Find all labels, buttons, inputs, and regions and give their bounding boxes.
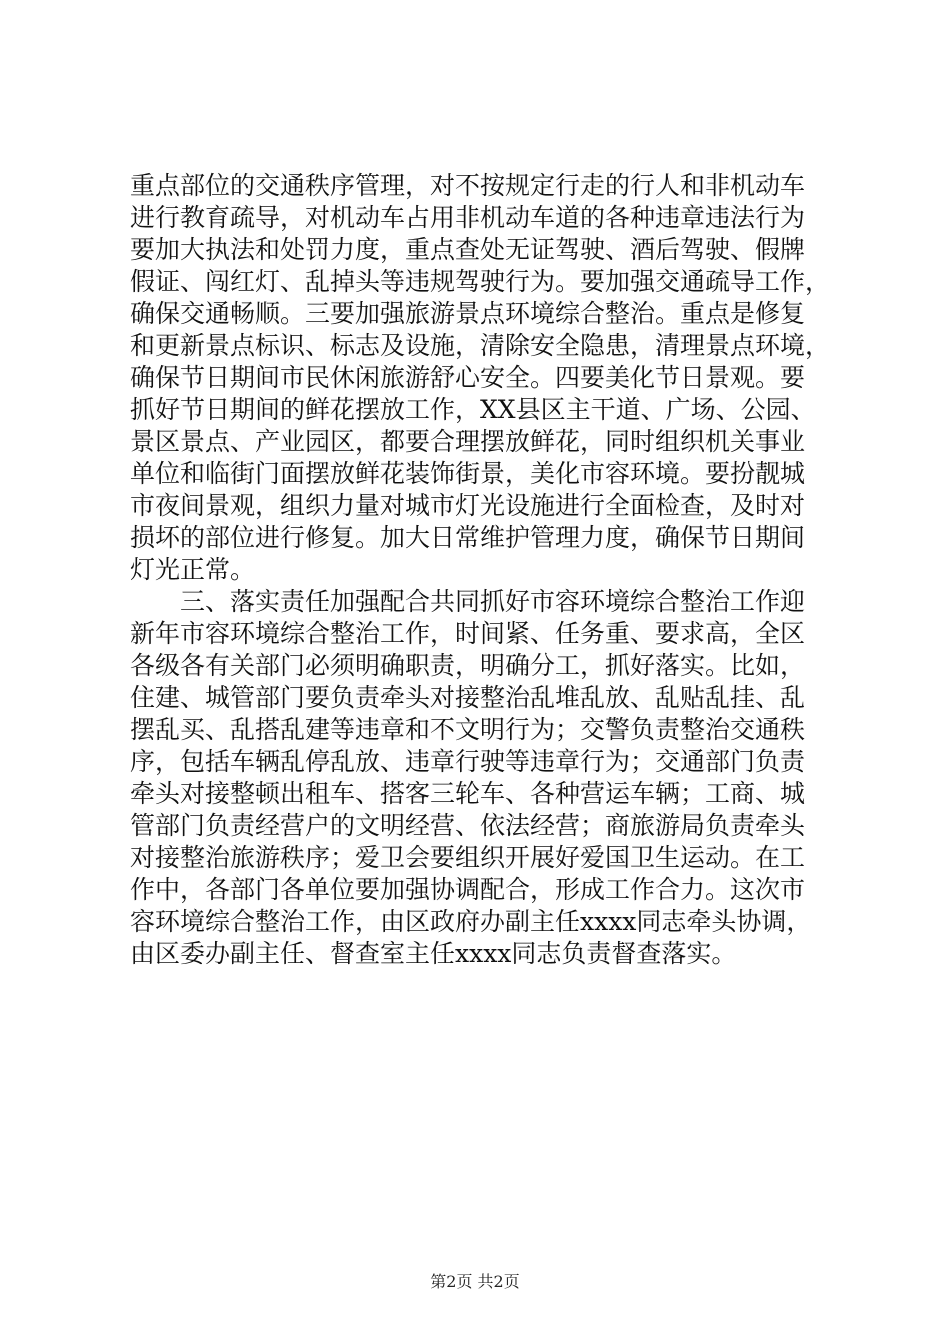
document-body [130,170,840,970]
body-line: 序，包括车辆乱停乱放、违章行驶等违章行为；交通部门负责 [130,747,806,776]
body-line: 要加大执法和处罚力度，重点查处无证驾驶、酒后驾驶、假牌 [130,235,806,264]
body-line: 新年市容环境综合整治工作，时间紧、任务重、要求高，全区 [130,619,806,648]
body-line: 各级各有关部门必须明确职责，明确分工，抓好落实。比如， [130,651,806,680]
body-line: 作中，各部门各单位要加强协调配合，形成工作合力。这次市 [130,875,806,904]
body-line: 进行教育疏导，对机动车占用非机动车道的各种违章违法行为 [130,203,806,232]
body-line: 和更新景点标识、标志及设施，清除安全隐患，清理景点环境， [130,331,831,360]
body-line: 损坏的部位进行修复。加大日常维护管理力度，确保节日期间 [130,523,806,552]
body-line: 由区委办副主任、督查室主任xxxx同志负责督查落实。 [130,939,737,968]
body-line: 确保交通畅顺。三要加强旅游景点环境综合整治。重点是修复 [130,299,806,328]
body-line: 单位和临街门面摆放鲜花装饰街景，美化市容环境。要扮靓城 [130,459,806,488]
body-line: 牵头对接整顿出租车、搭客三轮车、各种营运车辆；工商、城 [130,779,806,808]
body-line: 重点部位的交通秩序管理，对不按规定行走的行人和非机动车 [130,171,806,200]
body-line: 抓好节日期间的鲜花摆放工作，XX县区主干道、广场、公园、 [130,395,816,424]
section-heading-line: 三、落实责任加强配合共同抓好市容环境综合整治工作迎 [180,587,806,616]
page-number-footer: 第2页 共2页 [430,1272,520,1291]
body-line: 对接整治旅游秩序；爱卫会要组织开展好爱国卫生运动。在工 [130,843,806,872]
body-line: 市夜间景观，组织力量对城市灯光设施进行全面检查，及时对 [130,491,806,520]
body-line: 摆乱买、乱搭乱建等违章和不文明行为；交警负责整治交通秩 [130,715,806,744]
body-line: 确保节日期间市民休闲旅游舒心安全。四要美化节日景观。要 [130,363,806,392]
body-line: 住建、城管部门要负责牵头对接整治乱堆乱放、乱贴乱挂、乱 [130,683,806,712]
body-line: 假证、闯红灯、乱掉头等违规驾驶行为。要加强交通疏导工作， [130,267,831,296]
body-line: 管部门负责经营户的文明经营、依法经营；商旅游局负责牵头 [130,811,806,840]
body-line: 灯光正常。 [130,555,256,584]
body-line: 容环境综合整治工作，由区政府办副主任xxxx同志牵头协调， [130,907,812,936]
body-line: 景区景点、产业园区，都要合理摆放鲜花，同时组织机关事业 [130,427,806,456]
